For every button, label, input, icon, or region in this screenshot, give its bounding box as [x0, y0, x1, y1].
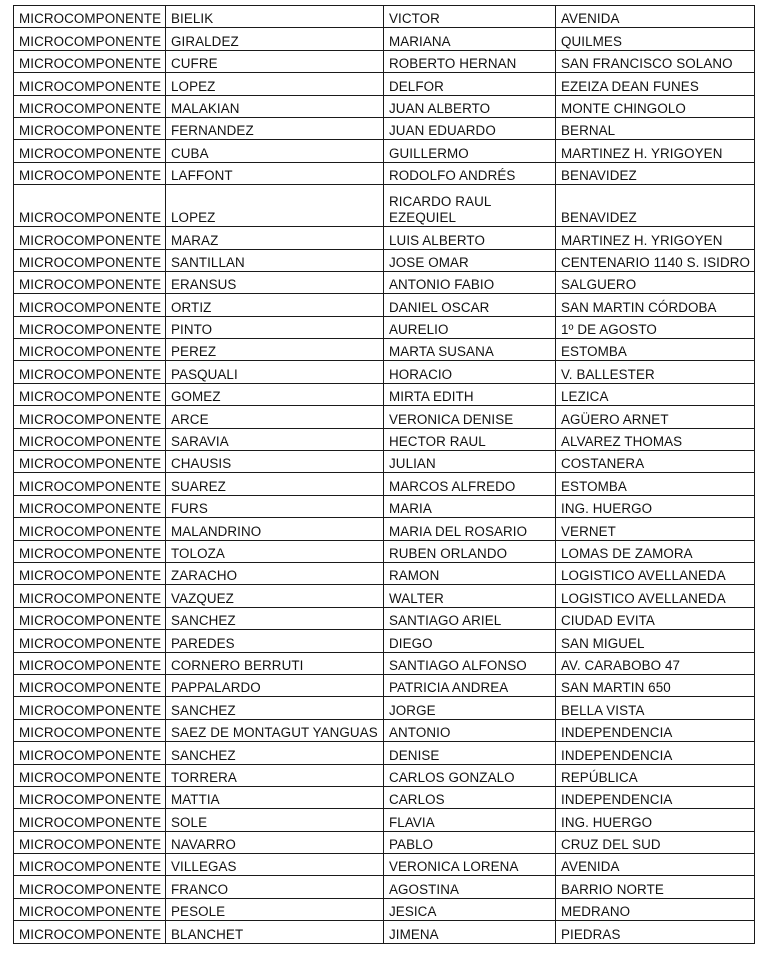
location-cell: AVENIDA — [556, 6, 755, 28]
component-cell: MICROCOMPONENTE — [14, 162, 166, 184]
surname-cell: PAPPALARDO — [166, 674, 384, 696]
table-row — [14, 339, 755, 361]
given-name-cell: JIMENA — [384, 921, 556, 943]
table-row — [14, 185, 755, 227]
given-name-cell: DENISE — [384, 742, 556, 764]
component-cell: MICROCOMPONENTE — [14, 652, 166, 674]
surname-cell: FRANCO — [166, 876, 384, 898]
component-cell: MICROCOMPONENTE — [14, 585, 166, 607]
table-row — [14, 294, 755, 316]
given-name-cell: VERONICA DENISE — [384, 406, 556, 428]
table-row — [14, 630, 755, 652]
table-row — [14, 518, 755, 540]
component-cell: MICROCOMPONENTE — [14, 809, 166, 831]
component-cell: MICROCOMPONENTE — [14, 607, 166, 629]
surname-cell: FERNANDEZ — [166, 117, 384, 139]
component-cell: MICROCOMPONENTE — [14, 831, 166, 853]
component-cell: MICROCOMPONENTE — [14, 361, 166, 383]
table-row — [14, 361, 755, 383]
table-row — [14, 495, 755, 517]
surname-cell: BLANCHET — [166, 921, 384, 943]
location-cell: MARTINEZ H. YRIGOYEN — [556, 140, 755, 162]
surname-cell: MALAKIAN — [166, 95, 384, 117]
given-name-cell: MARIA — [384, 495, 556, 517]
surname-cell: SANCHEZ — [166, 697, 384, 719]
surname-cell: GOMEZ — [166, 383, 384, 405]
given-name-cell: AURELIO — [384, 316, 556, 338]
location-cell: LOGISTICO AVELLANEDA — [556, 562, 755, 584]
surname-cell: SANCHEZ — [166, 607, 384, 629]
component-cell: MICROCOMPONENTE — [14, 719, 166, 741]
component-cell: MICROCOMPONENTE — [14, 383, 166, 405]
given-name-cell: HECTOR RAUL — [384, 428, 556, 450]
component-cell: MICROCOMPONENTE — [14, 674, 166, 696]
component-cell: MICROCOMPONENTE — [14, 786, 166, 808]
component-cell: MICROCOMPONENTE — [14, 898, 166, 920]
location-cell: REPÚBLICA — [556, 764, 755, 786]
given-name-cell: DELFOR — [384, 73, 556, 95]
surname-cell: MALANDRINO — [166, 518, 384, 540]
given-name-cell: PATRICIA ANDREA — [384, 674, 556, 696]
location-cell: 1º DE AGOSTO — [556, 316, 755, 338]
component-cell: MICROCOMPONENTE — [14, 630, 166, 652]
surname-cell: PASQUALI — [166, 361, 384, 383]
table-row — [14, 854, 755, 876]
surname-cell: MARAZ — [166, 227, 384, 249]
given-name-cell: AGOSTINA — [384, 876, 556, 898]
surname-cell: VILLEGAS — [166, 854, 384, 876]
table-row — [14, 786, 755, 808]
given-name-cell: WALTER — [384, 585, 556, 607]
location-cell: CENTENARIO 1140 S. ISIDRO — [556, 249, 755, 271]
location-cell: AVENIDA — [556, 854, 755, 876]
component-cell: MICROCOMPONENTE — [14, 50, 166, 72]
table-row — [14, 249, 755, 271]
component-cell: MICROCOMPONENTE — [14, 540, 166, 562]
location-cell: AGÜERO ARNET — [556, 406, 755, 428]
table-row — [14, 585, 755, 607]
given-name-cell: JULIAN — [384, 451, 556, 473]
surname-cell: SANCHEZ — [166, 742, 384, 764]
surname-cell: SOLE — [166, 809, 384, 831]
location-cell: LEZICA — [556, 383, 755, 405]
given-name-cell: CARLOS GONZALO — [384, 764, 556, 786]
surname-cell: ORTIZ — [166, 294, 384, 316]
location-cell: PIEDRAS — [556, 921, 755, 943]
component-cell: MICROCOMPONENTE — [14, 473, 166, 495]
given-name-cell: DANIEL OSCAR — [384, 294, 556, 316]
component-cell: MICROCOMPONENTE — [14, 249, 166, 271]
surname-cell: ZARACHO — [166, 562, 384, 584]
component-cell: MICROCOMPONENTE — [14, 117, 166, 139]
given-name-cell: JUAN ALBERTO — [384, 95, 556, 117]
given-name-cell: JORGE — [384, 697, 556, 719]
component-cell: MICROCOMPONENTE — [14, 876, 166, 898]
location-cell: LOGISTICO AVELLANEDA — [556, 585, 755, 607]
location-cell: V. BALLESTER — [556, 361, 755, 383]
staff-table — [13, 5, 755, 944]
table-row — [14, 6, 755, 28]
location-cell: MONTE CHINGOLO — [556, 95, 755, 117]
surname-cell: TORRERA — [166, 764, 384, 786]
table-row — [14, 809, 755, 831]
component-cell: MICROCOMPONENTE — [14, 451, 166, 473]
surname-cell: SUAREZ — [166, 473, 384, 495]
given-name-cell: FLAVIA — [384, 809, 556, 831]
given-name-cell: GUILLERMO — [384, 140, 556, 162]
location-cell: MARTINEZ H. YRIGOYEN — [556, 227, 755, 249]
surname-cell: ERANSUS — [166, 271, 384, 293]
component-cell: MICROCOMPONENTE — [14, 140, 166, 162]
location-cell: INDEPENDENCIA — [556, 719, 755, 741]
component-cell: MICROCOMPONENTE — [14, 28, 166, 50]
location-cell: INDEPENDENCIA — [556, 786, 755, 808]
given-name-cell: ANTONIO — [384, 719, 556, 741]
table-row — [14, 95, 755, 117]
location-cell: SAN FRANCISCO SOLANO — [556, 50, 755, 72]
surname-cell: ARCE — [166, 406, 384, 428]
location-cell: SAN MARTIN CÓRDOBA — [556, 294, 755, 316]
component-cell: MICROCOMPONENTE — [14, 339, 166, 361]
location-cell: BELLA VISTA — [556, 697, 755, 719]
surname-cell: PINTO — [166, 316, 384, 338]
component-cell: MICROCOMPONENTE — [14, 764, 166, 786]
given-name-cell: JESICA — [384, 898, 556, 920]
given-name-cell: VERONICA LORENA — [384, 854, 556, 876]
location-cell: CIUDAD EVITA — [556, 607, 755, 629]
given-name-cell: JOSE OMAR — [384, 249, 556, 271]
table-row — [14, 607, 755, 629]
component-cell: MICROCOMPONENTE — [14, 95, 166, 117]
given-name-cell: MARCOS ALFREDO — [384, 473, 556, 495]
surname-cell: PEREZ — [166, 339, 384, 361]
staff-table-body — [14, 6, 755, 944]
component-cell: MICROCOMPONENTE — [14, 406, 166, 428]
table-row — [14, 162, 755, 184]
component-cell: MICROCOMPONENTE — [14, 316, 166, 338]
given-name-cell: MIRTA EDITH — [384, 383, 556, 405]
location-cell: QUILMES — [556, 28, 755, 50]
table-row — [14, 451, 755, 473]
surname-cell: LOPEZ — [166, 73, 384, 95]
surname-cell: MATTIA — [166, 786, 384, 808]
table-row — [14, 271, 755, 293]
surname-cell: PESOLE — [166, 898, 384, 920]
table-row — [14, 697, 755, 719]
surname-cell: LOPEZ — [166, 185, 384, 227]
location-cell: INDEPENDENCIA — [556, 742, 755, 764]
component-cell: MICROCOMPONENTE — [14, 697, 166, 719]
given-name-cell: LUIS ALBERTO — [384, 227, 556, 249]
component-cell: MICROCOMPONENTE — [14, 742, 166, 764]
location-cell: ALVAREZ THOMAS — [556, 428, 755, 450]
table-row — [14, 227, 755, 249]
given-name-cell: MARIANA — [384, 28, 556, 50]
surname-cell: NAVARRO — [166, 831, 384, 853]
given-name-cell: JUAN EDUARDO — [384, 117, 556, 139]
given-name-cell: ANTONIO FABIO — [384, 271, 556, 293]
component-cell: MICROCOMPONENTE — [14, 227, 166, 249]
given-name-cell: PABLO — [384, 831, 556, 853]
given-name-cell: MARIA DEL ROSARIO — [384, 518, 556, 540]
location-cell: VERNET — [556, 518, 755, 540]
table-row — [14, 831, 755, 853]
component-cell: MICROCOMPONENTE — [14, 518, 166, 540]
component-cell: MICROCOMPONENTE — [14, 921, 166, 943]
location-cell: SALGUERO — [556, 271, 755, 293]
given-name-cell: SANTIAGO ARIEL — [384, 607, 556, 629]
given-name-cell: MARTA SUSANA — [384, 339, 556, 361]
table-row — [14, 140, 755, 162]
given-name-cell: VICTOR — [384, 6, 556, 28]
surname-cell: CUBA — [166, 140, 384, 162]
surname-cell: VAZQUEZ — [166, 585, 384, 607]
location-cell: SAN MARTIN 650 — [556, 674, 755, 696]
given-name-cell: DIEGO — [384, 630, 556, 652]
surname-cell: PAREDES — [166, 630, 384, 652]
component-cell: MICROCOMPONENTE — [14, 271, 166, 293]
table-row — [14, 742, 755, 764]
location-cell: BENAVIDEZ — [556, 185, 755, 227]
component-cell: MICROCOMPONENTE — [14, 495, 166, 517]
given-name-cell: HORACIO — [384, 361, 556, 383]
table-row — [14, 406, 755, 428]
surname-cell: TOLOZA — [166, 540, 384, 562]
component-cell: MICROCOMPONENTE — [14, 428, 166, 450]
table-row — [14, 117, 755, 139]
table-row — [14, 921, 755, 943]
surname-cell: CUFRE — [166, 50, 384, 72]
table-row — [14, 473, 755, 495]
component-cell: MICROCOMPONENTE — [14, 185, 166, 227]
surname-cell: SAEZ DE MONTAGUT YANGUAS — [166, 719, 384, 741]
component-cell: MICROCOMPONENTE — [14, 854, 166, 876]
component-cell: MICROCOMPONENTE — [14, 6, 166, 28]
table-row — [14, 73, 755, 95]
given-name-cell: RODOLFO ANDRÉS — [384, 162, 556, 184]
given-name-cell: SANTIAGO ALFONSO — [384, 652, 556, 674]
location-cell: BENAVIDEZ — [556, 162, 755, 184]
table-row — [14, 316, 755, 338]
location-cell: EZEIZA DEAN FUNES — [556, 73, 755, 95]
table-row — [14, 28, 755, 50]
table-row — [14, 764, 755, 786]
surname-cell: CHAUSIS — [166, 451, 384, 473]
table-row — [14, 719, 755, 741]
component-cell: MICROCOMPONENTE — [14, 73, 166, 95]
table-row — [14, 540, 755, 562]
table-row — [14, 428, 755, 450]
location-cell: ING. HUERGO — [556, 495, 755, 517]
location-cell: AV. CARABOBO 47 — [556, 652, 755, 674]
surname-cell: CORNERO BERRUTI — [166, 652, 384, 674]
table-row — [14, 876, 755, 898]
table-row — [14, 383, 755, 405]
surname-cell: BIELIK — [166, 6, 384, 28]
location-cell: ESTOMBA — [556, 473, 755, 495]
given-name-cell: RAMON — [384, 562, 556, 584]
location-cell: BERNAL — [556, 117, 755, 139]
given-name-cell: RUBEN ORLANDO — [384, 540, 556, 562]
location-cell: CRUZ DEL SUD — [556, 831, 755, 853]
location-cell: MEDRANO — [556, 898, 755, 920]
table-row — [14, 50, 755, 72]
given-name-cell: ROBERTO HERNAN — [384, 50, 556, 72]
component-cell: MICROCOMPONENTE — [14, 562, 166, 584]
component-cell: MICROCOMPONENTE — [14, 294, 166, 316]
given-name-cell: RICARDO RAUL EZEQUIEL — [384, 185, 556, 227]
surname-cell: FURS — [166, 495, 384, 517]
location-cell: ESTOMBA — [556, 339, 755, 361]
surname-cell: GIRALDEZ — [166, 28, 384, 50]
location-cell: ING. HUERGO — [556, 809, 755, 831]
surname-cell: SANTILLAN — [166, 249, 384, 271]
table-row — [14, 898, 755, 920]
surname-cell: SARAVIA — [166, 428, 384, 450]
given-name-cell: CARLOS — [384, 786, 556, 808]
table-row — [14, 562, 755, 584]
table-row — [14, 652, 755, 674]
table-row — [14, 674, 755, 696]
location-cell: LOMAS DE ZAMORA — [556, 540, 755, 562]
location-cell: COSTANERA — [556, 451, 755, 473]
location-cell: BARRIO NORTE — [556, 876, 755, 898]
surname-cell: LAFFONT — [166, 162, 384, 184]
location-cell: SAN MIGUEL — [556, 630, 755, 652]
